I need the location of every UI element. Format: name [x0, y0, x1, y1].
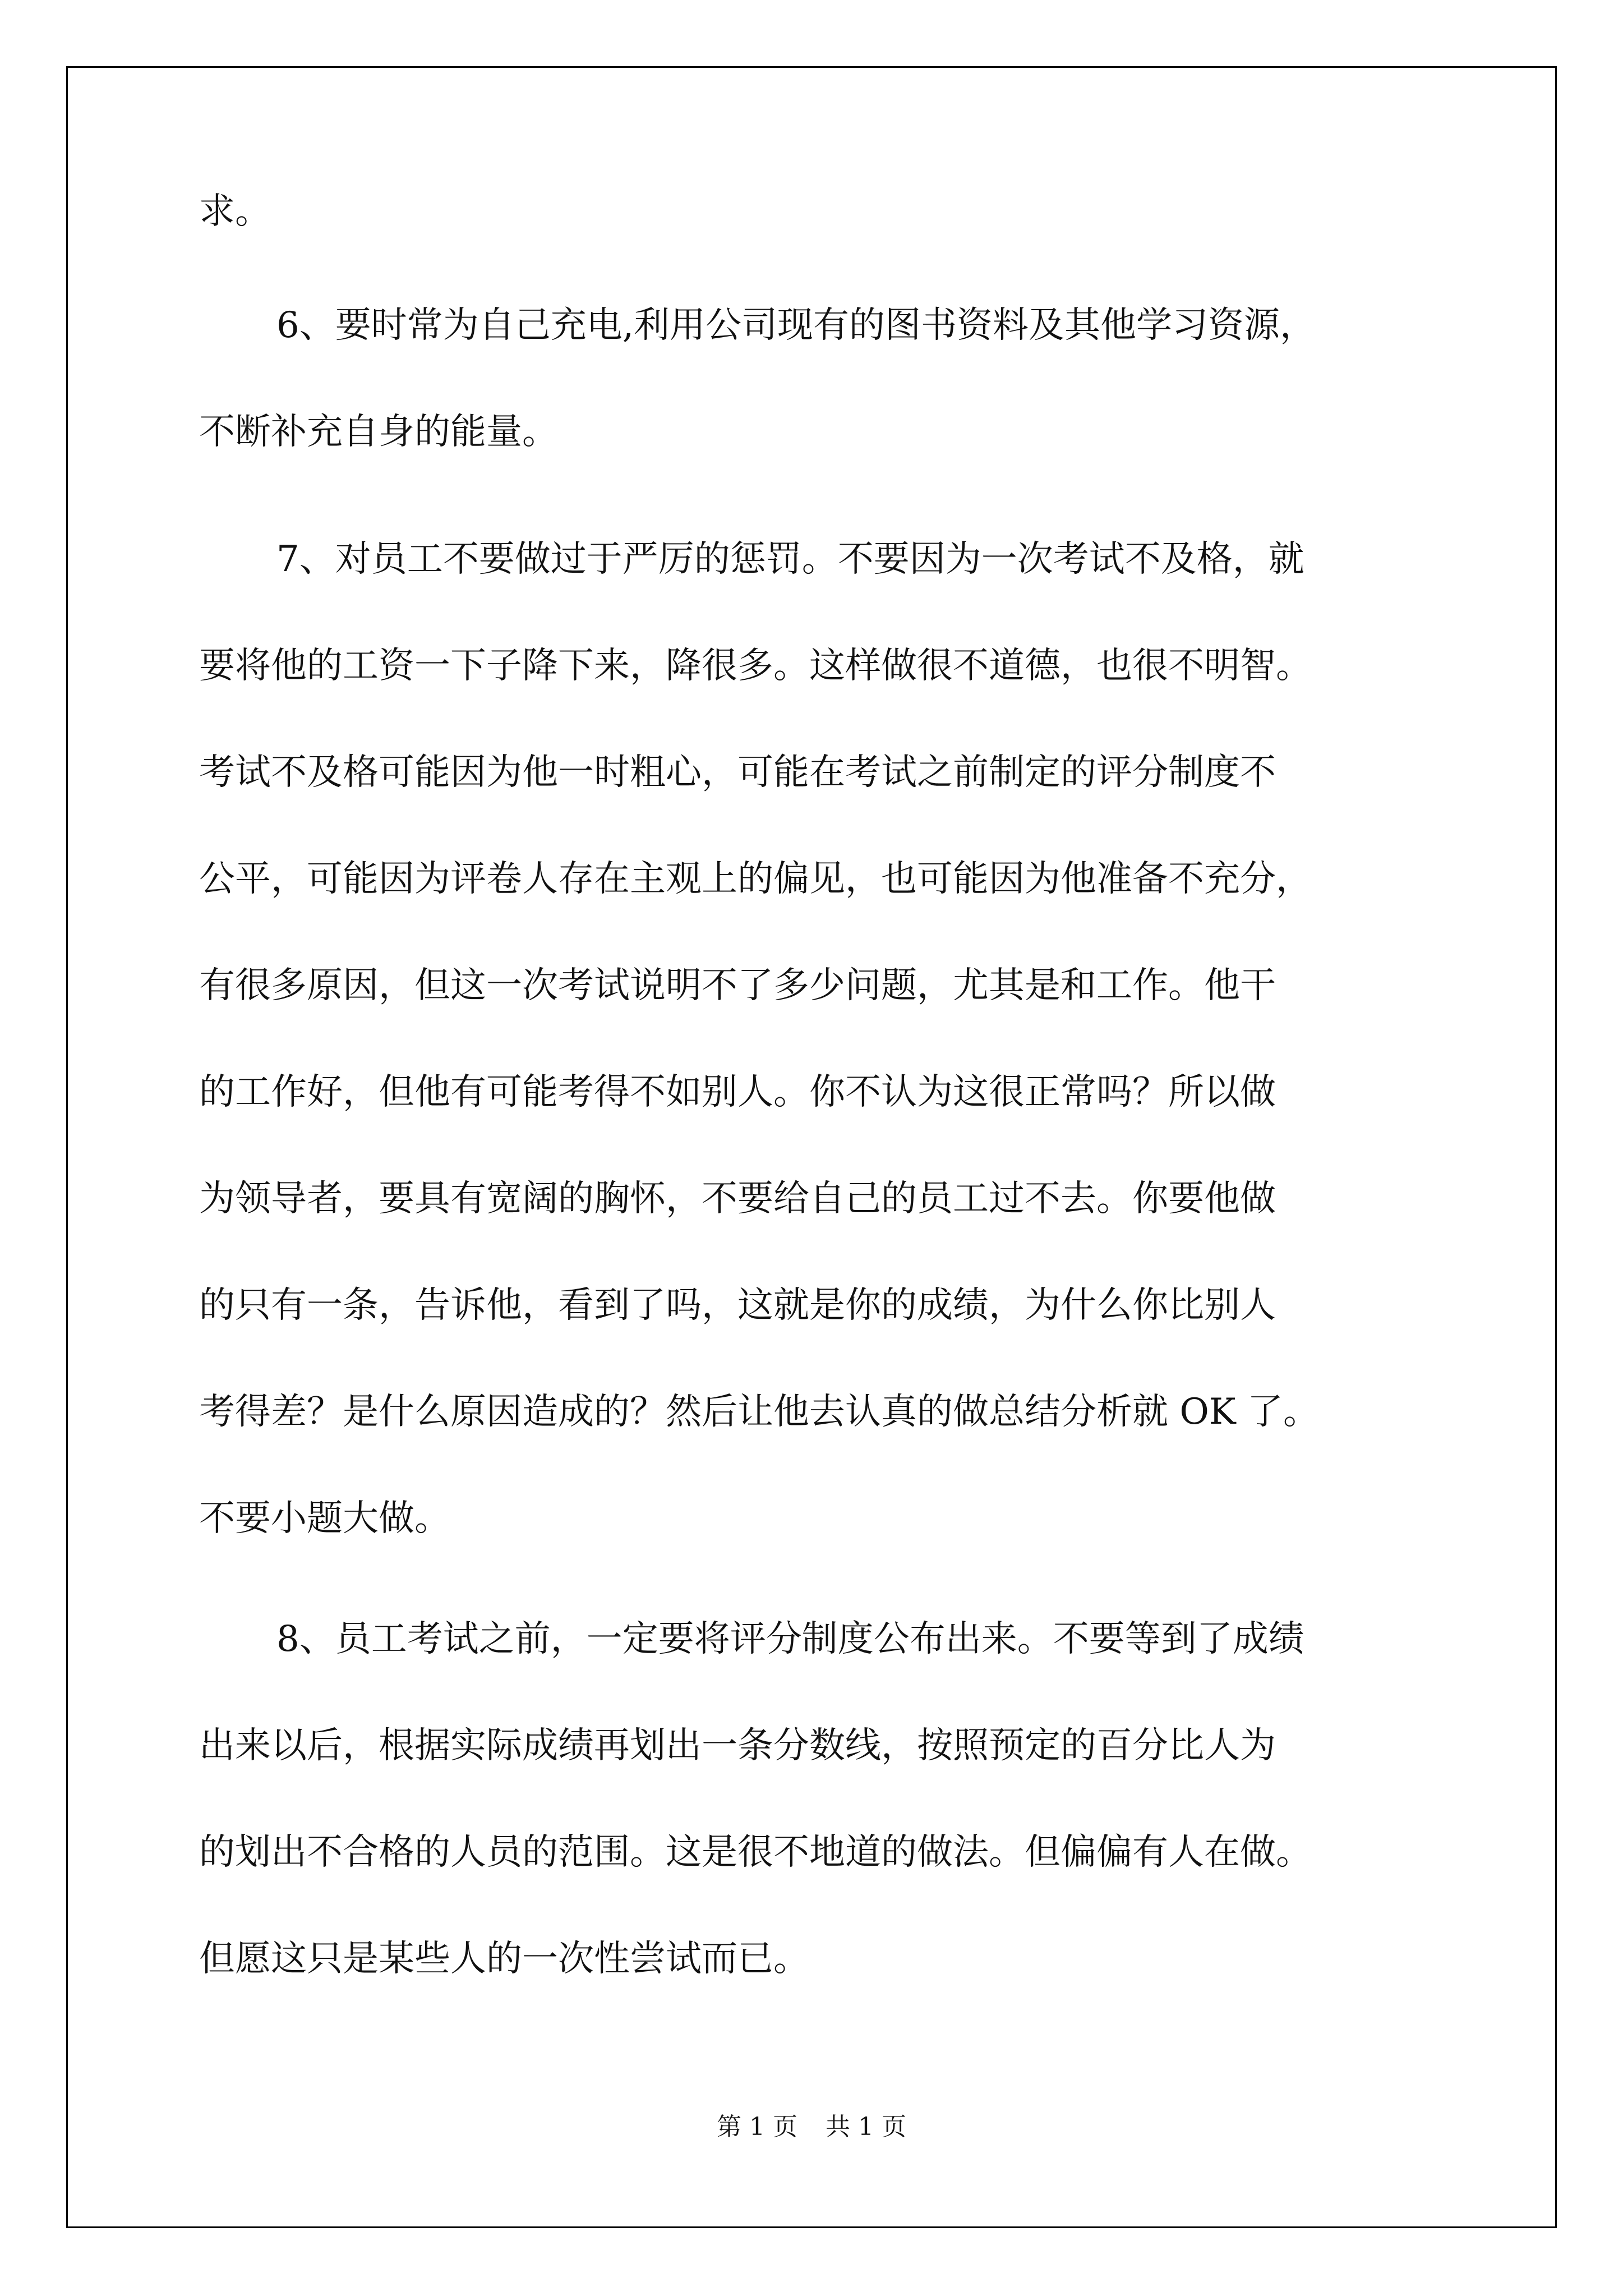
text-line: 不断补充自身的能量。	[199, 411, 558, 453]
text-line: 7、对员工不要做过于严厉的惩罚。不要因为一次考试不及格，就	[276, 539, 1304, 580]
text-line: 的划出不合格的人员的范围。这是很不地道的做法。但偏偏有人在做。	[199, 1832, 1312, 1873]
text-line: 8、员工考试之前，一定要将评分制度公布出来。不要等到了成绩	[276, 1618, 1304, 1660]
page-total-label: 共 1 页	[826, 2113, 906, 2141]
page-number-label: 第 1 页	[717, 2113, 797, 2141]
text-line: 考试不及格可能因为他一时粗心，可能在考试之前制定的评分制度不	[199, 752, 1276, 793]
text-line: 求。	[199, 191, 271, 232]
text-line: 出来以后，根据实际成绩再划出一条分数线，按照预定的百分比人为	[199, 1725, 1276, 1766]
text-line: 6、要时常为自己充电,利用公司现有的图书资料及其他学习资源，	[276, 305, 1316, 346]
text-line: 不要小题大做。	[199, 1498, 450, 1539]
text-line: 考得差？是什么原因造成的？然后让他去认真的做总结分析就 OK 了。	[199, 1391, 1319, 1433]
text-line: 要将他的工资一下子降下来，降很多。这样做很不道德，也很不明智。	[199, 645, 1312, 687]
text-line: 为领导者，要具有宽阔的胸怀，不要给自己的员工过不去。你要他做	[199, 1178, 1276, 1220]
text-line: 的只有一条，告诉他，看到了吗，这就是你的成绩，为什么你比别人	[199, 1285, 1276, 1326]
page-footer	[0, 2106, 1623, 2142]
text-line: 有很多原因，但这一次考试说明不了多少问题，尤其是和工作。他干	[199, 965, 1276, 1006]
text-line: 公平，可能因为评卷人存在主观上的偏见，也可能因为他准备不充分，	[199, 858, 1312, 900]
text-line: 的工作好，但他有可能考得不如别人。你不认为这很正常吗？所以做	[199, 1071, 1276, 1113]
text-line: 但愿这只是某些人的一次性尝试而已。	[199, 1938, 809, 1980]
page-border	[66, 66, 1557, 2228]
